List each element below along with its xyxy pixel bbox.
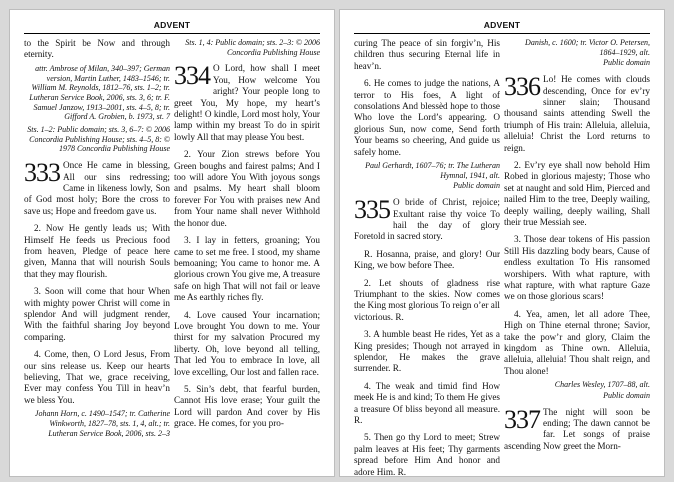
hymn-number: 337 <box>504 404 540 434</box>
page-header: ADVENT <box>24 20 320 34</box>
hymn-first-stanza: Lo! He comes with clouds descending, Once for ev’ry sinner slain; Thousand thousand saints attending Swell the triumph of His train: Alleluia, alleluia, alleluia! Christ the Lord returns to reign. <box>504 74 650 153</box>
right-page <box>340 10 664 476</box>
hymn-stanza: 3. Soon will come that hour When with mighty power Christ will come in splendor And will judgment render, With the faithful sharing Joy beyond comparing. <box>24 286 170 342</box>
hymn-first-stanza: O bride of Christ, rejoice; Exultant raise thy voice To hail the day of glory Foretold in sacred story. <box>354 197 500 242</box>
hymn-336 <box>504 74 650 401</box>
right-column-1 <box>354 38 500 476</box>
hymn-stanza: 4. Come, then, O Lord Jesus, From our sins release us. Keep our hearts believing, That we, grace receiving, Ever may confess You Till in heav’n we bless You. <box>24 349 170 405</box>
hymn-number: 335 <box>354 195 390 225</box>
hymn-first-stanza: O Lord, how shall I meet You, How welcome You aright? Your people long to greet You, My hope, my heart’s delight! O kindle, Lord most holy, Your lamp within my breast To do in spirit lowly All that may please You best. <box>174 63 320 142</box>
hymn-333-credit: Johann Horn, c. 1490–1547; tr. Catherine Winkworth, 1827–78, sts. 1, 4, alt.; tr. Lutheran Service Book, 2006, sts. 2–3 <box>34 409 170 438</box>
hymn-336-rights: Public domain <box>603 390 650 400</box>
hymn-332-rights: Sts. 1–2: Public domain; sts. 3, 6–7: © 2006 Concordia Publishing House; sts. 4–5, 8: © 1978 Concordia Publishing House <box>27 125 170 154</box>
hymn-stanza: 5. Then go thy Lord to meet; Strew palm leaves at His feet; Thy garments spread before Him And honor and adore Him. R. <box>354 432 500 476</box>
hymn-337 <box>504 404 650 453</box>
hymn-stanza: 2. Ev’ry eye shall now behold Him Robed in glorious majesty; Those who set at naught and sold Him, Pierced and nailed Him to the tree, Deeply wailing, deeply wailing, deeply wailing, Shall their true Messiah see. <box>504 159 650 227</box>
left-page <box>10 10 334 476</box>
hymn-334-credit: Paul Gerhardt, 1607–76; tr. The Lutheran Hymnal, 1941, alt. <box>365 161 500 180</box>
hymn-334-rights: Public domain <box>453 181 500 191</box>
hymn-335-rights: Public domain <box>603 58 650 68</box>
hymn-stanza: 2. Let shouts of gladness rise Triumphant to the skies. Now comes the King most glorious To reign o’er all victorious. R. <box>354 277 500 322</box>
hymn-333 <box>24 160 170 438</box>
left-column-2 <box>174 38 320 430</box>
hymn-stanza: 4. Yea, amen, let all adore Thee, High on Thine eternal throne; Savior, take the pow’r and glory, Claim the kingdom as Thine own. Alleluia, alleluia, alleluia! Thou shalt reign, and Thou alone! <box>504 308 650 376</box>
hymn-332-credit: attr. Ambrose of Milan, 340–397; German version, Martin Luther, 1483–1546; tr. William M. Reynolds, 1812–76, sts. 1–2; tr. Lutheran Service Book, 2006, sts. 3, 6; tr. F. Samuel Janzow, 1913–2001, sts. 4–5, 8; tr. Gifford A. Grobien, b. 1973, st. 7 <box>29 63 170 122</box>
hymn-stanza: 3. Those dear tokens of His passion Still His dazzling body bears, Cause of endless exultation To His ransomed worshipers. With what rapture, with what rapture, with what rapture Gaze we on those glorious scars! <box>504 234 650 302</box>
left-column-1 <box>24 38 170 438</box>
hymn-first-stanza: The night will soon be ending; The dawn cannot be far. Let songs of praise ascending Now greet the Morn- <box>504 406 650 451</box>
hymn-stanza: 4. The weak and timid find How meek He is and kind; To them He gives a treasure Of bliss beyond all measure. R. <box>354 380 500 426</box>
hymn-number: 334 <box>174 61 210 91</box>
hymn-336-credit: Charles Wesley, 1707–88, alt. <box>554 380 650 390</box>
hymn-number: 333 <box>24 158 60 188</box>
hymn-335 <box>354 197 500 476</box>
hymn-335-credit: Danish, c. 1600; tr. Victor O. Petersen, 1864–1929, alt. <box>525 38 650 57</box>
page-header: ADVENT <box>354 20 650 34</box>
hymn-stanza: 3. I lay in fetters, groaning; You came to set me free. I stood, my shame bemoaning; You came to honor me. A glorious crown You give me, A treasure safe on high That will not fail or leave me As earthly riches fly. <box>174 235 320 303</box>
hymn-refrain: R. Hosanna, praise, and glory! Our King, we bow before Thee. <box>354 248 500 271</box>
hymn-stanza: 3. A humble beast He rides, Yet as a King presides; Though not arrayed in splendor, He makes the grave surrender. R. <box>354 329 500 374</box>
hymn-333-rights: Sts. 1, 4: Public domain; sts. 2–3: © 2006 Concordia Publishing House <box>185 38 320 57</box>
hymn-stanza: 2. Your Zion strews before You Green boughs and fairest palms; And I too will adore You With joyous songs and psalms. My heart shall bloom forever For You with praises new And from Your name shall never Withhold the honor due. <box>174 149 320 228</box>
hymn-stanza: 6. He comes to judge the nations, A terror to His foes, A light of consolations And blessèd hope to those Who love the Lord’s appearing. O glorious Sun, now come, Send forth Your beams so cheering, And guide us safely home. <box>354 78 500 157</box>
hymn-stanza: 5. Sin’s debt, that fearful burden, Cannot His love erase; Your guilt the Lord will pardon And cover by His grace. He comes, for you pro- <box>174 383 320 429</box>
hymn-334 <box>174 63 320 429</box>
hymn-first-stanza: Once He came in blessing, All our sins redressing; Came in likeness lowly, Son of God most holy; Bore the cross to save us; Hope and freedom gave us. <box>24 160 170 216</box>
continued-text: to the Spirit be Now and through eternity. <box>24 38 170 60</box>
hymn-number: 336 <box>504 72 540 102</box>
hymn-stanza: 4. Love caused Your incarnation; Love brought You down to me. Your thirst for my salvation Procured my liberty. Oh, love beyond all telling, That led You to embrace In love, all love excelling, Our lost and fallen race. <box>174 309 320 377</box>
continued-text: curing The peace of sin forgiv’n, His children thus securing Eternal life in heav’n. <box>354 38 500 71</box>
right-column-2 <box>504 38 650 452</box>
hymn-stanza: 2. Now He gently leads us; With Himself He feeds us Precious food from heaven, Pledge of peace here given, Manna that will nourish Souls that they may flourish. <box>24 223 170 279</box>
